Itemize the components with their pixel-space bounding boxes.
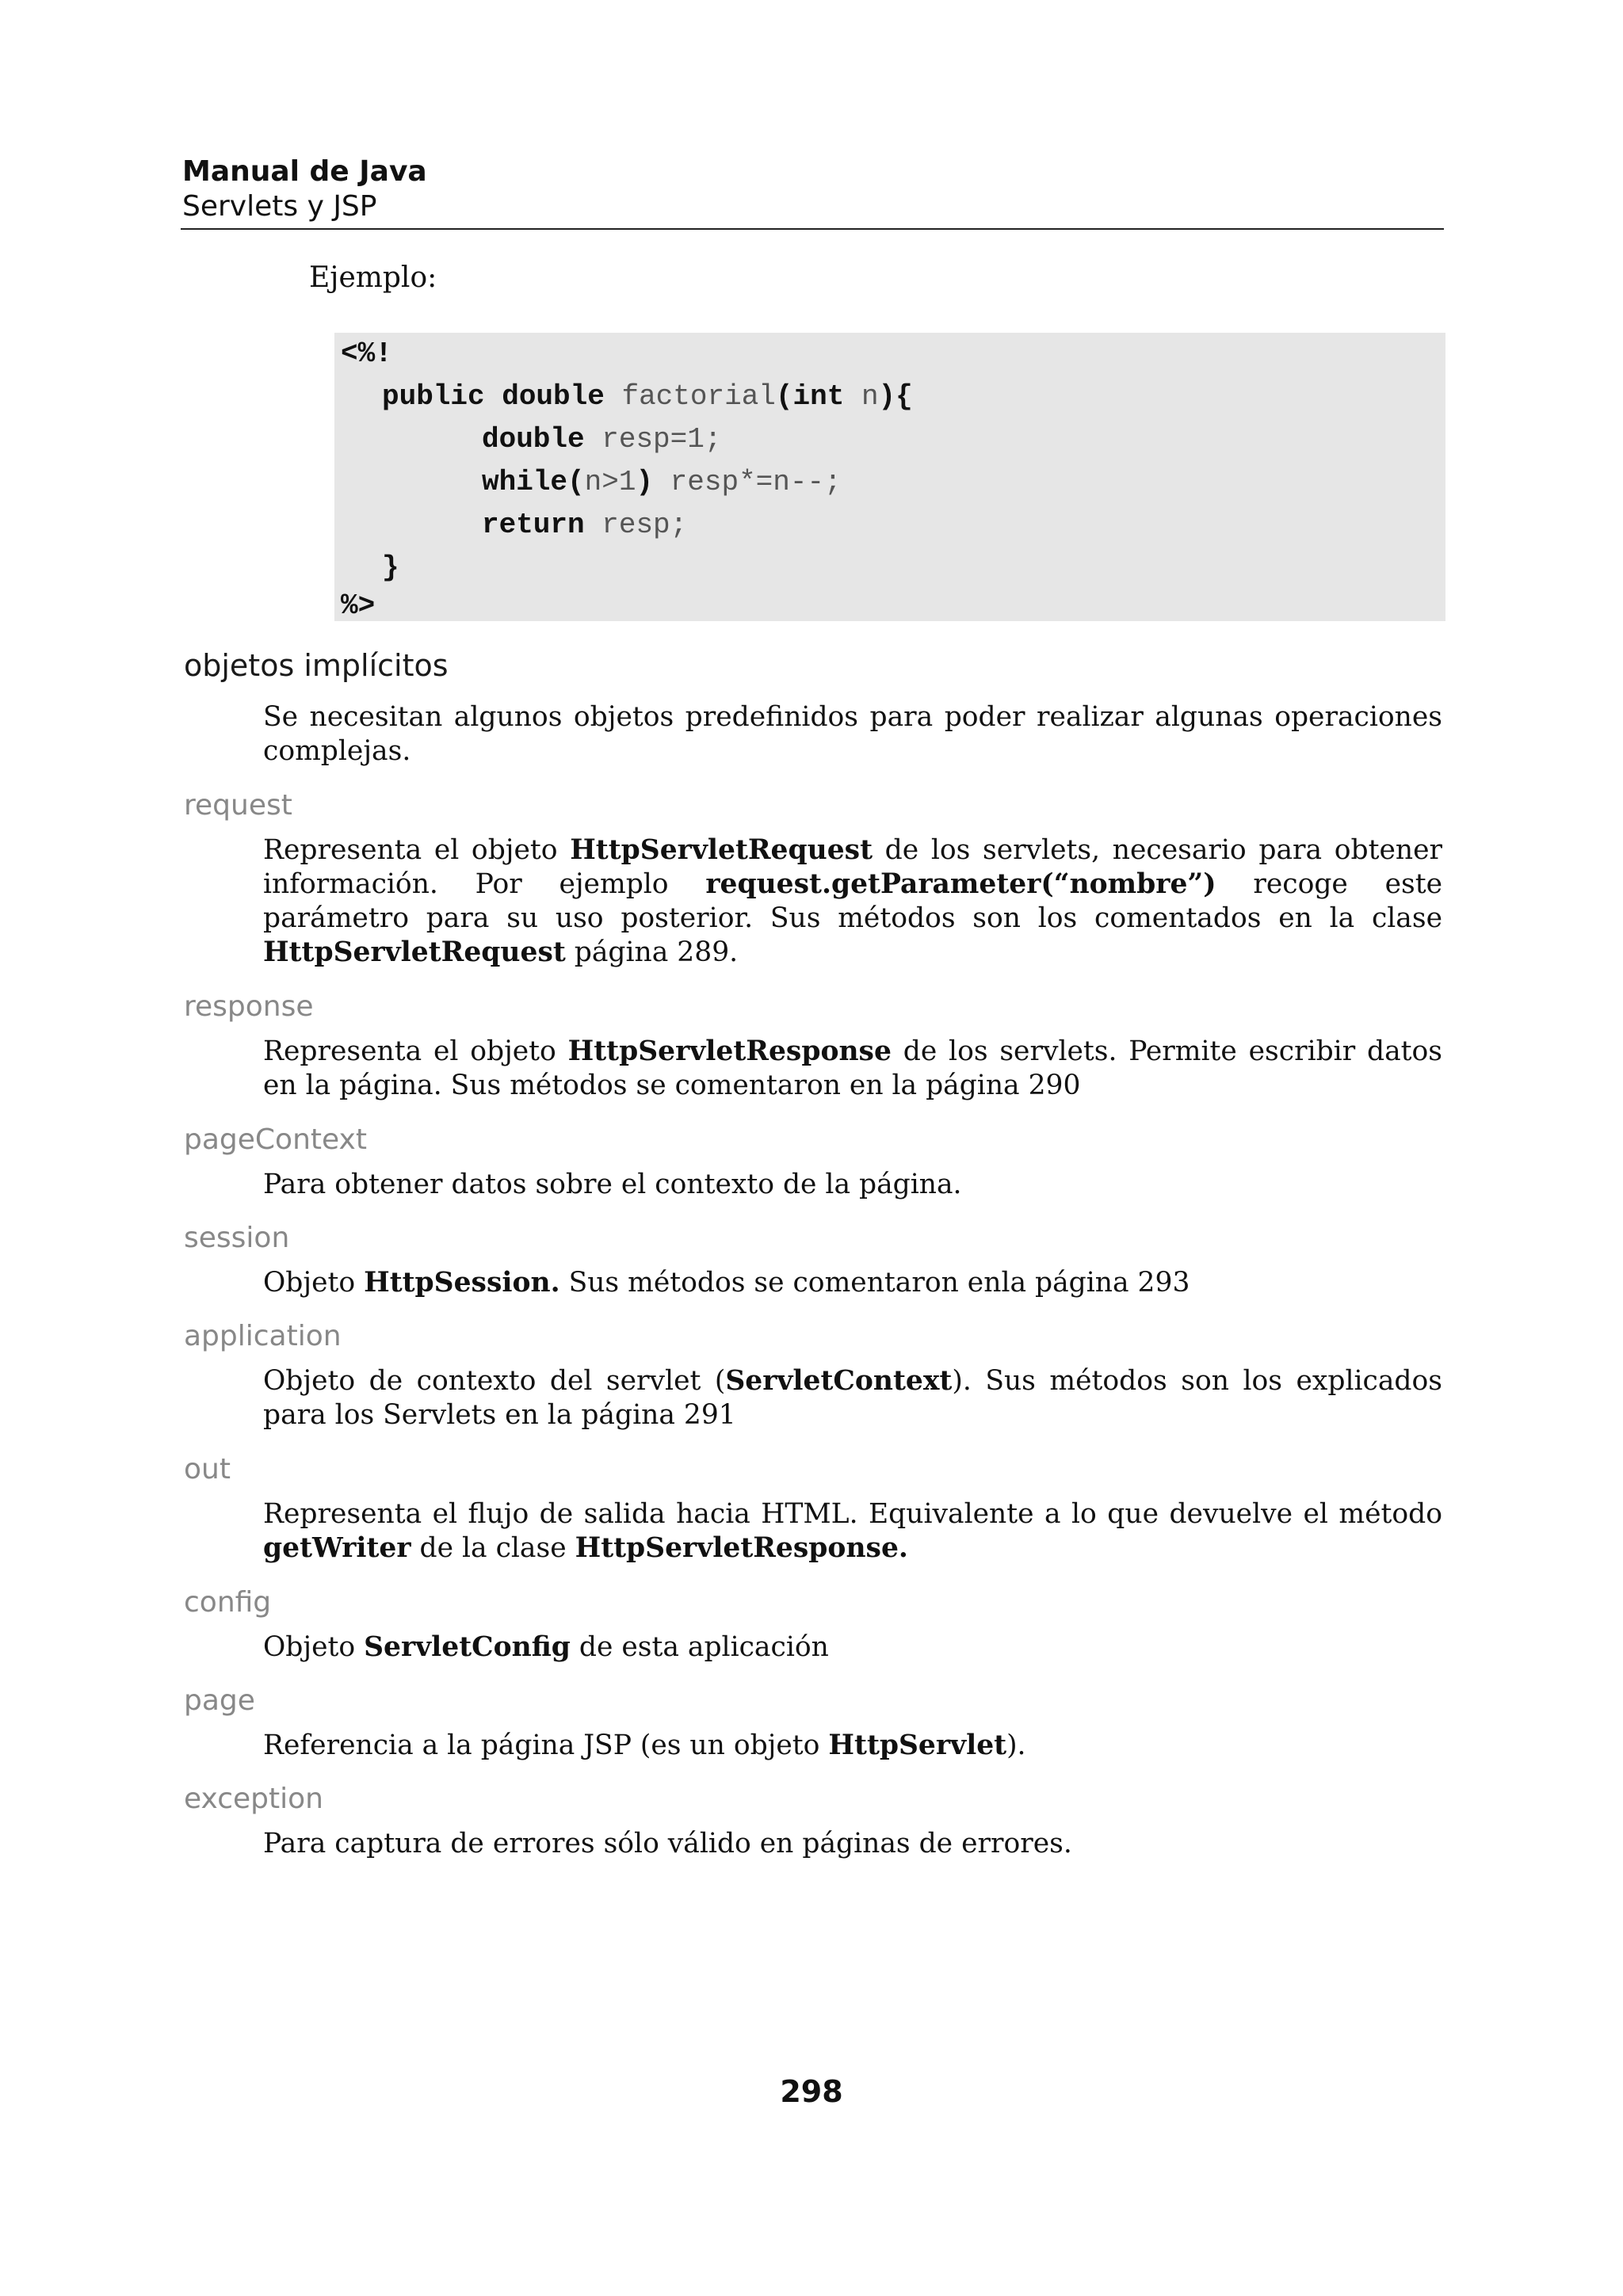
section-heading: objetos implícitos [184,648,449,683]
code-line-3: double resp=1; [482,423,722,456]
term-page: page [184,1684,255,1717]
code-line-2: public double factorial(int n){ [382,380,913,413]
code-line-6: } [382,551,399,584]
out-description: Representa el flujo de salida hacia HTML. Equivalente a lo que devuelve el método getWriter de la clase HttpServletResponse. [263,1498,1442,1564]
term-response: response [184,990,314,1023]
running-header-title: Manual de Java [182,155,427,188]
code-block [334,333,1445,621]
pagecontext-description: Para obtener datos sobre el contexto de la página. [263,1169,962,1200]
header-rule [181,228,1444,230]
term-pagecontext: pageContext [184,1123,367,1156]
code-line-7: %> [341,589,376,622]
code-line-5: return resp; [482,509,688,541]
term-session: session [184,1222,290,1254]
request-description: Representa el objeto HttpServletRequest de los servlets, necesario para obtener información. Por ejemplo request.getParameter(“nombre”) recoge este parámetro para su uso posterior. Sus métodos son los comentados en la clase HttpServletRequest página 289. [263,834,1442,968]
config-description: Objeto ServletConfig de esta aplicación [263,1631,829,1663]
exception-description: Para captura de errores sólo válido en páginas de errores. [263,1828,1072,1859]
term-request: request [184,789,292,822]
term-out: out [184,1453,231,1486]
section-intro-paragraph: Se necesitan algunos objetos predefinidos para poder realizar algunas operaciones complejas. [263,701,1442,767]
term-application: application [184,1320,342,1352]
term-config: config [184,1586,272,1619]
page-description: Referencia a la página JSP (es un objeto HttpServlet). [263,1730,1026,1761]
response-description: Representa el objeto HttpServletResponse de los servlets. Permite escribir datos en la página. Sus métodos se comentaron en la página 290 [263,1035,1443,1101]
application-description: Objeto de contexto del servlet (ServletContext). Sus métodos son los explicados para los Servlets en la página 291 [263,1365,1442,1431]
example-label: Ejemplo: [309,261,437,294]
code-line-4: while(n>1) resp*=n--; [482,466,842,498]
term-exception: exception [184,1783,323,1815]
code-line-1: <%! [341,338,392,370]
session-description: Objeto HttpSession. Sus métodos se comentaron enla página 293 [263,1267,1190,1299]
running-header-subtitle: Servlets y JSP [182,190,377,223]
page-number: 298 [780,2074,843,2109]
